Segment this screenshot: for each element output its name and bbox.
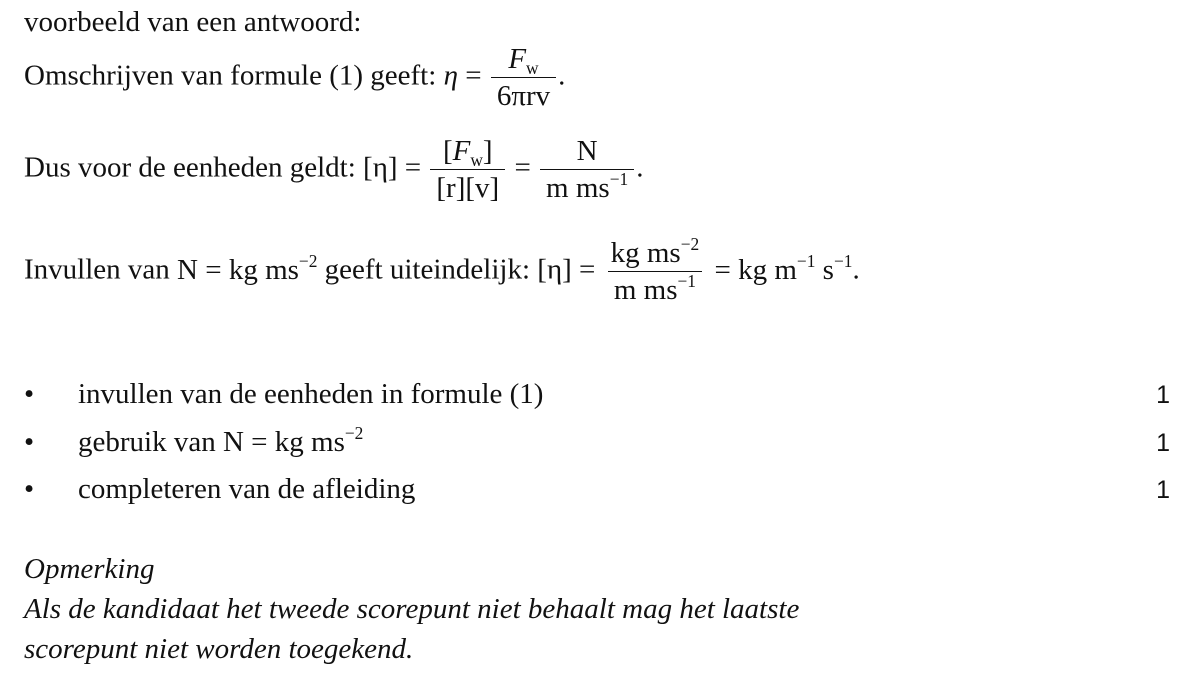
equals-sign: =	[514, 151, 531, 184]
units-line	[24, 136, 643, 204]
scoring-points: 1	[1156, 476, 1170, 504]
fraction-numerator	[605, 233, 706, 271]
equals-sign: =	[465, 59, 482, 92]
denominator-text: [r][v]	[436, 172, 500, 205]
force-symbol: F	[452, 135, 471, 167]
fraction-numerator	[502, 44, 544, 77]
newton-unit: N	[576, 135, 598, 167]
denominator-text: 6πrv	[496, 80, 551, 113]
remark-title: Opmerking	[24, 553, 155, 585]
equals-sign: =	[579, 253, 596, 286]
eta-symbol: η	[443, 59, 458, 92]
fraction-numerator	[437, 136, 499, 169]
answer-intro: voorbeeld van een antwoord:	[24, 6, 362, 38]
scoring-item-text: gebruik van N = kg $ms^{-2}$	[78, 422, 364, 458]
final-fraction	[605, 233, 706, 307]
bullet-icon: •	[24, 473, 35, 505]
newton-definition: N = kg $ms^{-2}$	[177, 250, 318, 286]
period: .	[636, 151, 644, 184]
remark-line-2: scorepunt niet worden toegekend.	[24, 633, 414, 665]
fraction-denominator	[491, 77, 556, 111]
bullet-icon: •	[24, 378, 35, 410]
units-fraction-1	[430, 136, 505, 204]
bullet-icon: •	[24, 426, 35, 458]
fraction-denominator	[608, 271, 702, 305]
formula-rewrite-line	[24, 44, 565, 112]
eta-unit-bracket: [η]	[363, 151, 398, 184]
units-fraction-2	[540, 136, 634, 204]
eta-fraction	[491, 44, 556, 112]
scoring-points: 1	[1156, 429, 1170, 457]
substitution-line	[24, 233, 860, 307]
numerator-text: kg ms	[610, 237, 681, 269]
force-subscript: w	[470, 150, 483, 171]
denominator-text: m ms	[546, 172, 610, 205]
line3-text: Invullen van	[24, 253, 170, 286]
exponent: −1	[796, 250, 816, 271]
line1-text: Omschrijven van formule (1) geeft:	[24, 59, 437, 92]
fraction-denominator	[430, 169, 505, 203]
exponent: −1	[609, 169, 629, 190]
force-subscript: w	[526, 58, 539, 79]
eta-unit-bracket: [η]	[537, 253, 572, 286]
fraction-numerator	[571, 136, 604, 169]
close-bracket: ]	[482, 135, 493, 167]
force-symbol: F	[508, 43, 527, 75]
period: .	[852, 253, 860, 286]
remark-line-1: Als de kandidaat het tweede scorepunt niet behaalt mag het laatste	[24, 593, 800, 625]
period: .	[558, 59, 566, 92]
newton-definition: N = kg ms	[222, 426, 345, 458]
scoring-item-text: invullen van de eenheden in formule (1)	[78, 378, 544, 410]
open-bracket: [	[442, 135, 453, 167]
scoring-item-text: completeren van de afleiding	[78, 473, 416, 505]
scoring-points: 1	[1156, 381, 1170, 409]
line3-text-2: geeft uiteindelijk:	[324, 253, 531, 286]
exponent: −1	[677, 271, 697, 292]
line2-text: Dus voor de eenheden geldt:	[24, 151, 356, 184]
exponent: −2	[680, 233, 700, 254]
final-result: = kg $m^{-1}$ $s^{-1}$	[714, 250, 853, 286]
equals-sign: =	[404, 151, 422, 184]
denominator-text: m ms	[613, 274, 678, 307]
fraction-denominator	[540, 169, 634, 203]
exponent: −2	[344, 422, 364, 443]
exponent: −2	[298, 250, 318, 271]
exponent: −1	[833, 250, 853, 271]
